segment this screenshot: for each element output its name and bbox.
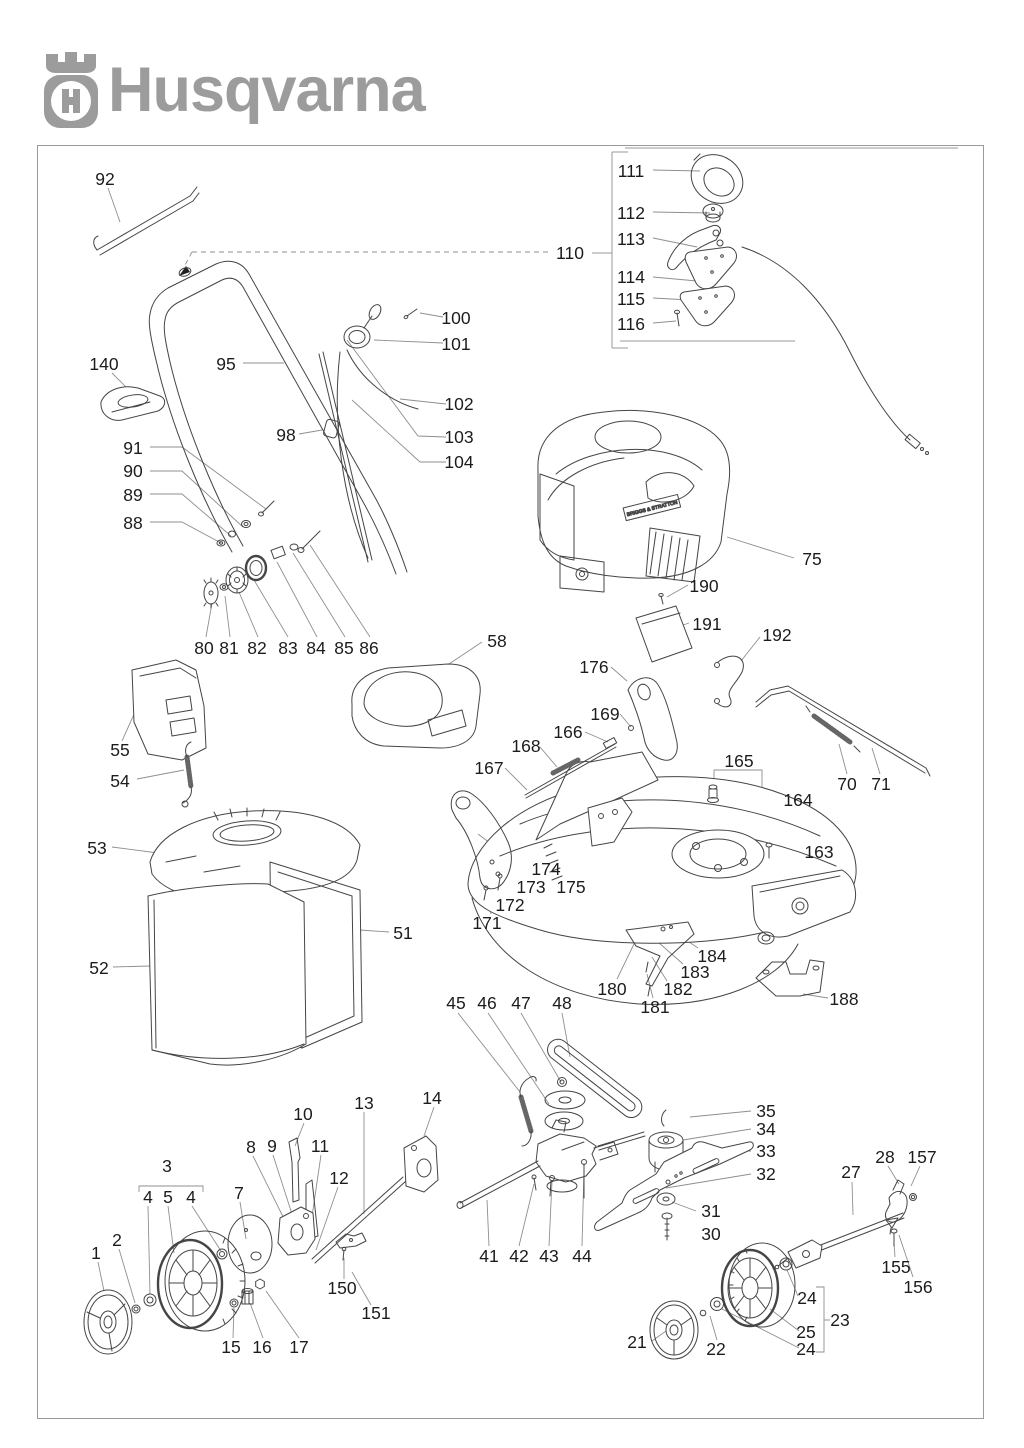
callout-82: 82 <box>247 638 267 658</box>
callout-191: 191 <box>692 614 722 634</box>
callout-100: 100 <box>441 308 471 328</box>
callout-89: 89 <box>123 485 143 505</box>
pin-169 <box>629 726 634 731</box>
callout-32: 32 <box>756 1164 776 1184</box>
callout-83: 83 <box>278 638 298 658</box>
callout-25: 25 <box>796 1322 816 1342</box>
callout-23: 23 <box>830 1310 850 1330</box>
mower-deck <box>451 678 856 1005</box>
callout-166: 166 <box>553 722 583 742</box>
handle-mount-parts <box>668 145 929 455</box>
callout-181: 181 <box>640 997 670 1017</box>
callout-84: 84 <box>306 638 326 658</box>
callout-47: 47 <box>511 993 531 1013</box>
callout-111: 111 <box>617 161 645 181</box>
callout-22: 22 <box>706 1339 726 1359</box>
callout-115: 115 <box>617 289 645 309</box>
callout-42: 42 <box>509 1246 529 1266</box>
callout-33: 33 <box>756 1141 776 1161</box>
callout-92: 92 <box>95 169 115 189</box>
callout-3: 3 <box>162 1156 172 1176</box>
callout-80: 80 <box>194 638 214 658</box>
callout-31: 31 <box>701 1201 721 1221</box>
side-cover-and-spring <box>132 660 206 807</box>
callout-7: 7 <box>234 1183 244 1203</box>
callout-157: 157 <box>907 1147 937 1167</box>
callout-169: 169 <box>590 704 620 724</box>
callout-labels <box>87 161 936 1359</box>
callout-16: 16 <box>252 1337 272 1357</box>
engine-brand-badge: BRIGGS & STRATTON <box>626 499 679 519</box>
callout-35: 35 <box>756 1101 776 1121</box>
callout-45: 45 <box>446 993 466 1013</box>
callout-30: 30 <box>701 1224 721 1244</box>
handle-fasteners <box>217 501 274 546</box>
callout-190: 190 <box>689 576 719 596</box>
adjuster-parts <box>204 531 320 608</box>
callout-75: 75 <box>802 549 822 569</box>
callout-151: 151 <box>361 1303 391 1323</box>
callout-171: 171 <box>472 913 502 933</box>
callout-88: 88 <box>123 513 143 533</box>
callout-98: 98 <box>276 425 296 445</box>
callout-164: 164 <box>783 790 813 810</box>
callout-17: 17 <box>289 1337 309 1357</box>
callout-2: 2 <box>112 1230 122 1250</box>
callout-150: 150 <box>327 1278 357 1298</box>
callout-5: 5 <box>163 1187 173 1207</box>
callout-41: 41 <box>479 1246 499 1266</box>
callout-12: 12 <box>329 1168 349 1188</box>
callout-183: 183 <box>680 962 710 982</box>
callout-4: 4 <box>143 1187 153 1207</box>
callout-81: 81 <box>219 638 239 658</box>
callout-52: 52 <box>89 958 109 978</box>
grass-catcher <box>148 808 362 1065</box>
callout-58: 58 <box>487 631 507 651</box>
callout-165: 165 <box>724 751 754 771</box>
callout-34: 34 <box>756 1119 776 1139</box>
callout-168: 168 <box>511 736 541 756</box>
inset-box <box>592 148 958 348</box>
leader-lines <box>98 170 920 1352</box>
handle-support-bar <box>94 187 199 255</box>
callout-116: 116 <box>617 314 645 334</box>
callout-101: 101 <box>441 334 471 354</box>
callout-70: 70 <box>837 774 857 794</box>
callout-4: 4 <box>186 1187 196 1207</box>
callout-21: 21 <box>627 1332 647 1352</box>
handle-assembly <box>149 261 407 574</box>
callout-28: 28 <box>875 1147 895 1167</box>
callout-173: 173 <box>516 877 546 897</box>
callout-54: 54 <box>110 771 130 791</box>
callout-156: 156 <box>903 1277 933 1297</box>
callout-140: 140 <box>89 354 119 374</box>
callout-53: 53 <box>87 838 107 858</box>
callout-163: 163 <box>804 842 834 862</box>
brake-rod-and-spring <box>756 686 930 776</box>
callout-24: 24 <box>797 1288 817 1308</box>
callout-46: 46 <box>477 993 497 1013</box>
callout-10: 10 <box>293 1104 313 1124</box>
callout-174: 174 <box>531 859 561 879</box>
callout-182: 182 <box>663 979 693 999</box>
callout-95: 95 <box>216 354 236 374</box>
callout-180: 180 <box>597 979 627 999</box>
callout-44: 44 <box>572 1246 592 1266</box>
engine <box>538 410 730 592</box>
callout-112: 112 <box>617 203 645 223</box>
belt-cover <box>352 664 480 748</box>
brand-name: Husqvarna <box>108 55 425 125</box>
callout-85: 85 <box>334 638 354 658</box>
callout-24: 24 <box>796 1339 816 1359</box>
callout-114: 114 <box>617 267 645 287</box>
callout-13: 13 <box>354 1093 374 1113</box>
callout-176: 176 <box>579 657 609 677</box>
callout-155: 155 <box>881 1257 911 1277</box>
callout-103: 103 <box>444 427 474 447</box>
callout-188: 188 <box>829 989 859 1009</box>
callout-167: 167 <box>474 758 504 778</box>
callout-71: 71 <box>871 774 891 794</box>
callout-11: 11 <box>310 1136 330 1156</box>
deflector-guard <box>101 387 165 421</box>
callout-104: 104 <box>444 452 474 472</box>
callout-51: 51 <box>393 923 413 943</box>
callout-175: 175 <box>556 877 586 897</box>
callout-15: 15 <box>221 1337 241 1357</box>
callout-91: 91 <box>123 438 143 458</box>
callout-8: 8 <box>246 1137 256 1157</box>
dashed-leader-110 <box>179 252 551 276</box>
callout-27: 27 <box>841 1162 861 1182</box>
callout-43: 43 <box>539 1246 559 1266</box>
blade-assembly <box>595 1110 754 1240</box>
rear-wheel-assembly <box>650 1180 917 1359</box>
cable-clamp <box>323 419 340 439</box>
callout-55: 55 <box>110 740 130 760</box>
callout-1: 1 <box>91 1243 101 1263</box>
callout-102: 102 <box>444 394 474 414</box>
callout-110: 110 <box>556 243 584 263</box>
callout-192: 192 <box>762 625 792 645</box>
callout-90: 90 <box>123 461 143 481</box>
callout-48: 48 <box>552 993 572 1013</box>
discharge-chute-parts <box>636 594 743 707</box>
callout-113: 113 <box>617 229 645 249</box>
callout-184: 184 <box>697 946 727 966</box>
callout-86: 86 <box>359 638 379 658</box>
callout-9: 9 <box>267 1136 277 1156</box>
callout-172: 172 <box>495 895 525 915</box>
callout-14: 14 <box>422 1088 442 1108</box>
